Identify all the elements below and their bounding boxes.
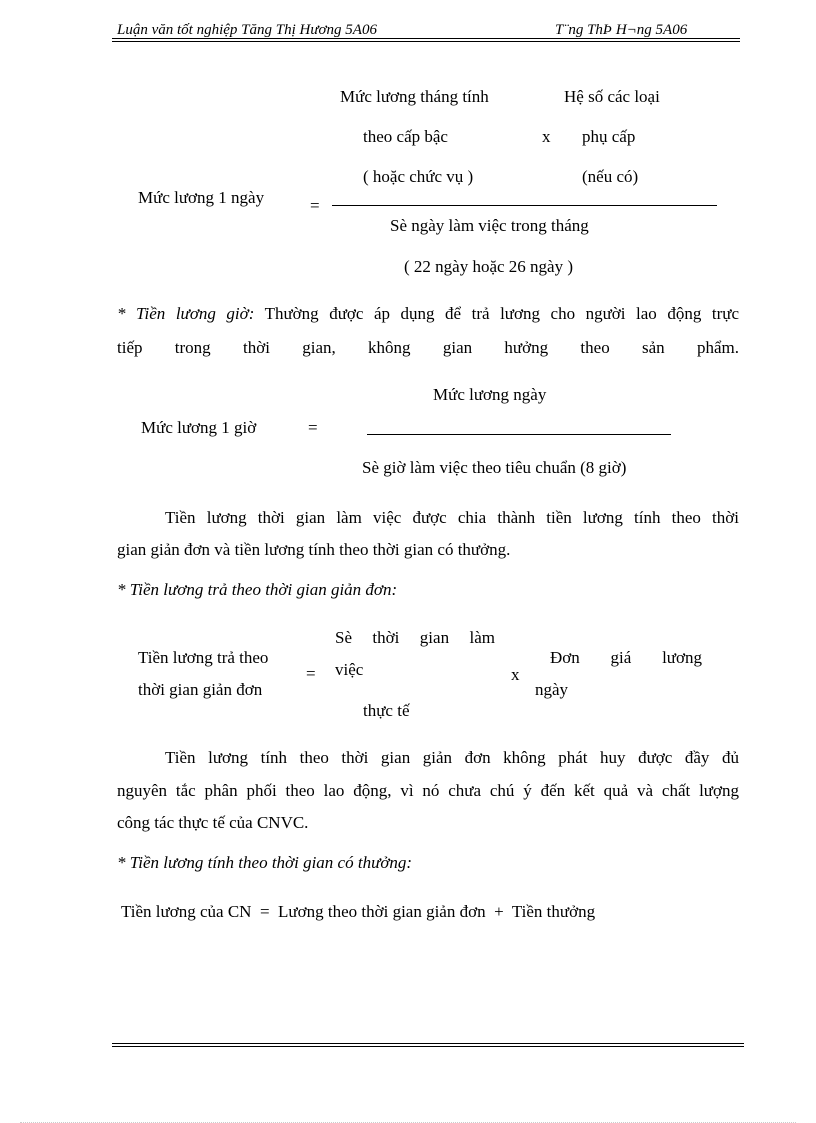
- simple-lhs-line1: Tiền lương trả theo: [138, 648, 269, 667]
- hourly-text: Thường được áp dụng để trả lương cho người lao động trực: [254, 304, 739, 323]
- hourly-line2: tiếp trong thời gian, không gian hưởng theo sản phẩm.: [117, 338, 739, 357]
- hour-lhs: Mức lương 1 giờ: [141, 418, 257, 437]
- simple-times-sign: x: [511, 665, 520, 684]
- simple-lhs-line2: thời gian giản đơn: [138, 680, 263, 699]
- header-rule-2: [112, 41, 740, 42]
- day-num-col1-line1: Mức lương tháng tính: [340, 87, 489, 106]
- day-den-line1: Sè ngày làm việc trong tháng: [390, 216, 589, 235]
- hour-fraction-bar: [367, 434, 671, 435]
- hourly-line1: [117, 304, 739, 324]
- simple-equals: =: [306, 664, 316, 683]
- simple-heading: * Tiền lương trả theo thời gian giản đơn:: [117, 580, 398, 599]
- header-right: T¨ng ThÞ H¬ng 5A06: [555, 22, 688, 38]
- day-num-col2-line1: Hệ số các loại: [564, 87, 660, 106]
- day-num-col1-line3: ( hoặc chức vụ ): [363, 167, 474, 186]
- day-times-sign: x: [542, 127, 551, 146]
- para1-line2: gian giản đơn và tiền lương tính theo thời gian có thưởng.: [117, 540, 511, 559]
- para1-line1: Tiền lương thời gian làm việc được chia thành tiền lương tính theo thời: [165, 508, 739, 527]
- day-num-col2-line3: (nếu có): [582, 167, 639, 186]
- footer-rule-2: [112, 1046, 744, 1047]
- footer-rule: [112, 1043, 744, 1044]
- bonus-heading: * Tiền lương tính theo thời gian có thưởng:: [117, 853, 413, 872]
- simple-rhs-line1: Đơn giá lương: [550, 648, 702, 667]
- hour-numerator: Mức lương ngày: [433, 385, 547, 404]
- bonus-formula: Tiền lương của CN = Lương theo thời gian giản đơn + Tiền thưởng: [121, 902, 596, 921]
- day-fraction-bar: [332, 205, 717, 206]
- simple-mid-line1: Sè thời gian làm: [335, 628, 495, 647]
- header-left: Luận văn tốt nghiệp Tăng Thị Hương 5A06: [117, 22, 377, 38]
- simple-mid-line2: việc: [335, 660, 364, 679]
- hour-denominator: Sè giờ làm việc theo tiêu chuẩn (8 giờ): [362, 458, 627, 477]
- hour-equals: =: [308, 418, 318, 437]
- day-lhs: Mức lương 1 ngày: [138, 188, 265, 207]
- day-num-col2-line2: phụ cấp: [582, 127, 636, 146]
- simple-mid-line3: thực tế: [363, 701, 410, 720]
- simple-rhs-line2: ngày: [535, 680, 569, 699]
- day-equals: =: [310, 196, 320, 215]
- para2-line3: công tác thực tế của CNVC.: [117, 813, 309, 832]
- day-den-line2: ( 22 ngày hoặc 26 ngày ): [404, 257, 574, 276]
- header-rule: [112, 38, 740, 39]
- para2-line2: nguyên tắc phân phối theo lao động, vì nó chưa chú ý đến kết quả và chất lượng: [117, 781, 739, 800]
- para2-line1: Tiền lương tính theo thời gian giản đơn không phát huy được đầy đủ: [165, 748, 739, 767]
- hourly-label: * Tiền lương giờ:: [117, 304, 255, 323]
- day-num-col1-line2: theo cấp bậc: [363, 127, 448, 146]
